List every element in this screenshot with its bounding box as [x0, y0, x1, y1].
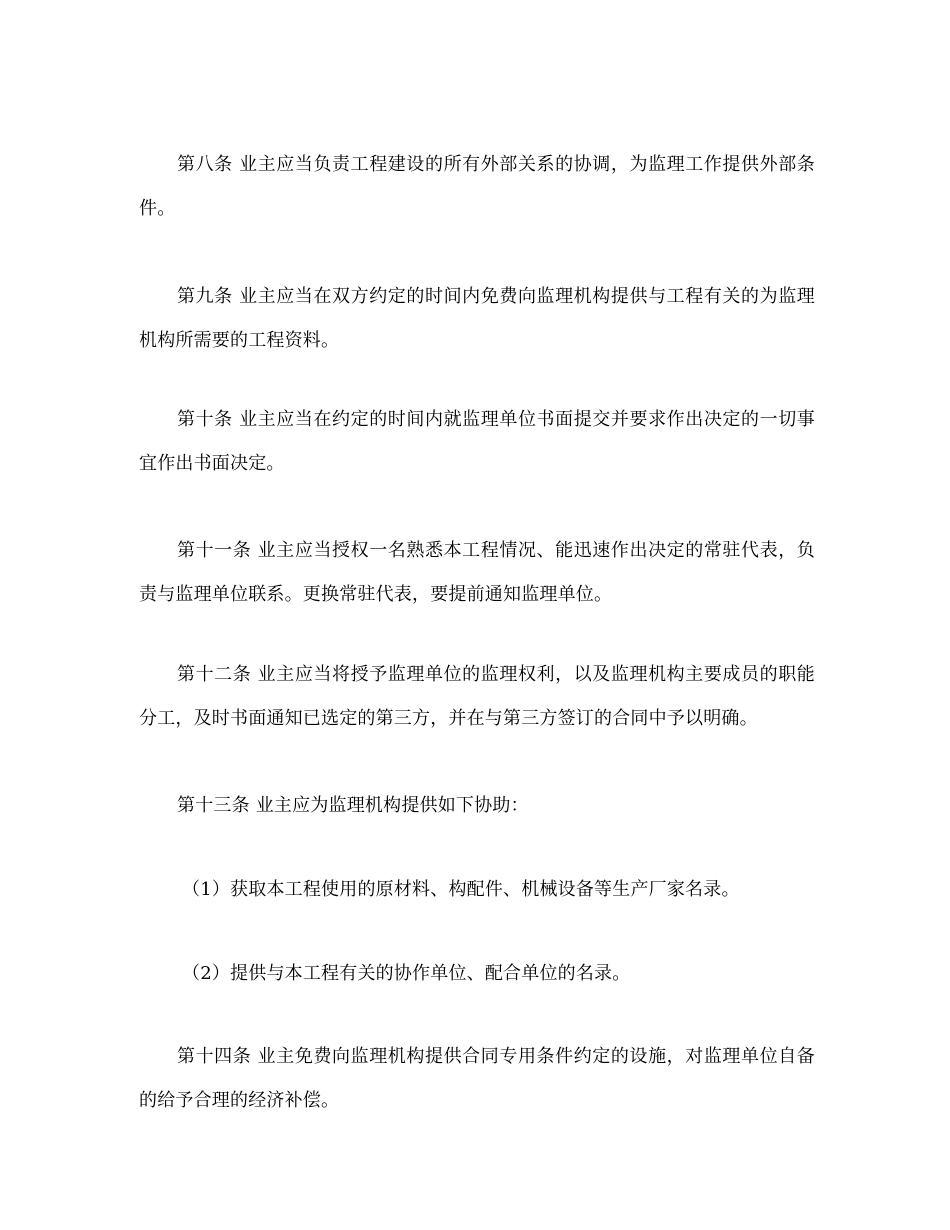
article-11-paragraph: 第十一条 业主应当授权一名熟悉本工程情况、能迅速作出决定的常驻代表，负责与监理单位联系。更换常驻代表，要提前通知监理单位。 [139, 540, 815, 605]
article-9-paragraph: 第九条 业主应当在双方约定的时间内免费向监理机构提供与工程有关的为监理机构所需要的工程资料。 [139, 286, 815, 351]
article-12-paragraph: 第十二条 业主应当将授予监理单位的监理权利，以及监理机构主要成员的职能分工，及时书面通知已选定的第三方，并在与第三方签订的合同中予以明确。 [139, 664, 815, 729]
article-13-paragraph: 第十三条 业主应为监理机构提供如下协助： [177, 795, 529, 816]
article-14-paragraph: 第十四条 业主免费向监理机构提供合同专用条件约定的设施，对监理单位自备的给予合理的经济补偿。 [139, 1046, 815, 1111]
article-8-paragraph: 第八条 业主应当负责工程建设的所有外部关系的协调，为监理工作提供外部条件。 [139, 154, 815, 219]
article-10-paragraph: 第十条 业主应当在约定的时间内就监理单位书面提交并要求作出决定的一切事宜作出书面决定。 [139, 409, 815, 474]
article-13-item-2: （2）提供与本工程有关的协作单位、配合单位的名录。 [182, 963, 631, 984]
article-13-item-1: （1）获取本工程使用的原材料、构配件、机械设备等生产厂家名录。 [182, 879, 740, 900]
